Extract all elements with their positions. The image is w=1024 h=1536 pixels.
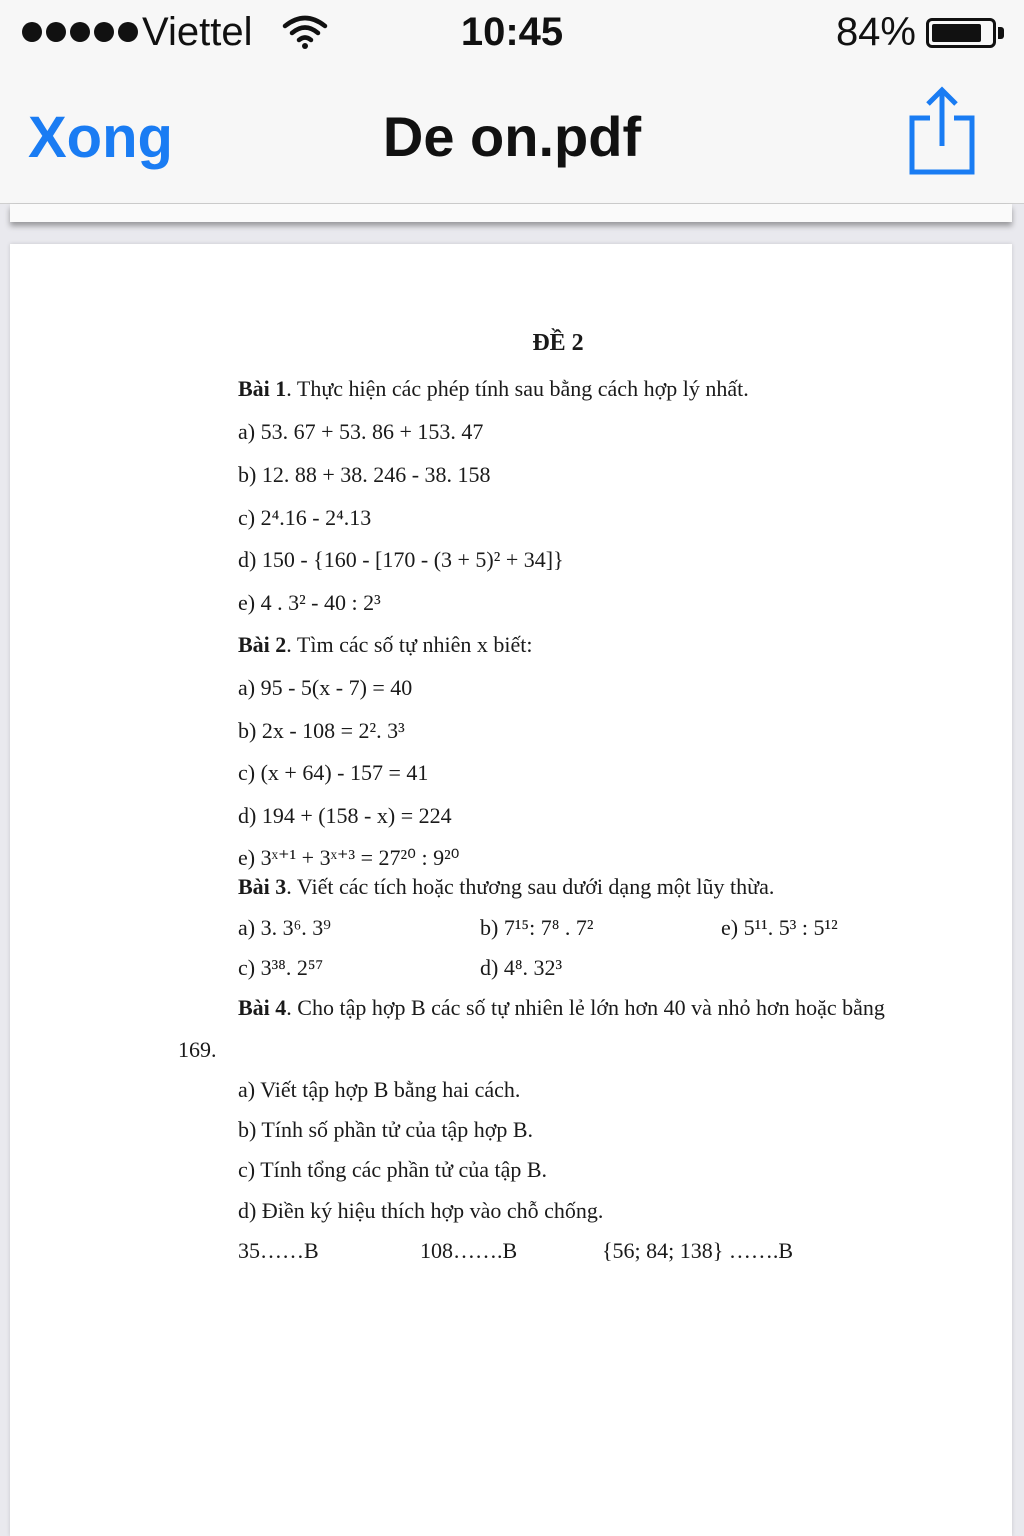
bai1-item-d: d) 150 - {160 - [170 - (3 + 5)² + 34]} — [238, 547, 564, 572]
done-button[interactable]: Xong — [28, 105, 173, 170]
bai4-heading: Bài 4. Cho tập hợp B các số tự nhiên lẻ lớn hơn 40 và nhỏ hơn hoặc bằng — [238, 995, 885, 1020]
clock: 10:45 — [460, 10, 564, 54]
bai3-item-d: d) 4⁸. 32³ — [480, 955, 563, 980]
bai1-item-c: c) 2⁴.16 - 2⁴.13 — [238, 505, 372, 530]
bai2-item-e: e) 3ˣ⁺¹ + 3ˣ⁺³ = 27²⁰ : 9²⁰ — [238, 845, 460, 870]
bai4-item-b: b) Tính số phần tử của tập hợp B. — [238, 1117, 534, 1142]
bai1-item-e: e) 4 . 3² - 40 : 2³ — [238, 590, 381, 615]
page-strip — [10, 204, 1012, 222]
bai2-item-c: c) (x + 64) - 157 = 41 — [238, 760, 429, 785]
carrier-name: Viettel — [142, 10, 253, 54]
battery-icon — [926, 18, 996, 48]
bai1-item-a: a) 53. 67 + 53. 86 + 153. 47 — [238, 419, 484, 444]
bai2-item-d: d) 194 + (158 - x) = 224 — [238, 803, 452, 828]
pdf-page[interactable] — [10, 244, 1012, 1536]
share-icon[interactable] — [906, 84, 978, 176]
bai2-item-a: a) 95 - 5(x - 7) = 40 — [238, 675, 413, 700]
nav-bar — [0, 68, 1024, 204]
status-bar — [0, 0, 1024, 68]
document-title: De on.pdf — [382, 105, 642, 168]
page-heading: ĐỀ 2 — [532, 330, 584, 356]
bai2-heading: Bài 2. Tìm các số tự nhiên x biết: — [238, 632, 533, 657]
bai3-item-b: b) 7¹⁵: 7⁸ . 7² — [480, 915, 594, 940]
bai4-fill-1: 35……B — [238, 1238, 319, 1263]
bai1-heading: Bài 1. Thực hiện các phép tính sau bằng cách hợp lý nhất. — [238, 376, 749, 401]
bai4-fill-2: 108…….B — [420, 1238, 518, 1263]
bai4-item-d: d) Điền ký hiệu thích hợp vào chỗ chống. — [238, 1198, 604, 1223]
bai3-item-e: e) 5¹¹. 5³ : 5¹² — [721, 915, 838, 940]
bai4-fill-3: {56; 84; 138} …….B — [602, 1238, 794, 1263]
bai3-item-c: c) 3³⁸. 2⁵⁷ — [238, 955, 324, 980]
bai4-item-c: c) Tính tổng các phần tử của tập B. — [238, 1157, 548, 1182]
bai4-item-a: a) Viết tập hợp B bằng hai cách. — [238, 1077, 521, 1102]
bai1-item-b: b) 12. 88 + 38. 246 - 38. 158 — [238, 462, 491, 487]
battery-tip — [998, 27, 1004, 39]
bai3-item-a: a) 3. 3⁶. 3⁹ — [238, 915, 331, 940]
bai4-continuation: 169. — [178, 1037, 217, 1062]
battery-percent: 84% — [835, 10, 916, 54]
bai2-item-b: b) 2x - 108 = 2². 3³ — [238, 718, 405, 743]
bai3-heading: Bài 3. Viết các tích hoặc thương sau dưới dạng một lũy thừa. — [238, 874, 775, 899]
